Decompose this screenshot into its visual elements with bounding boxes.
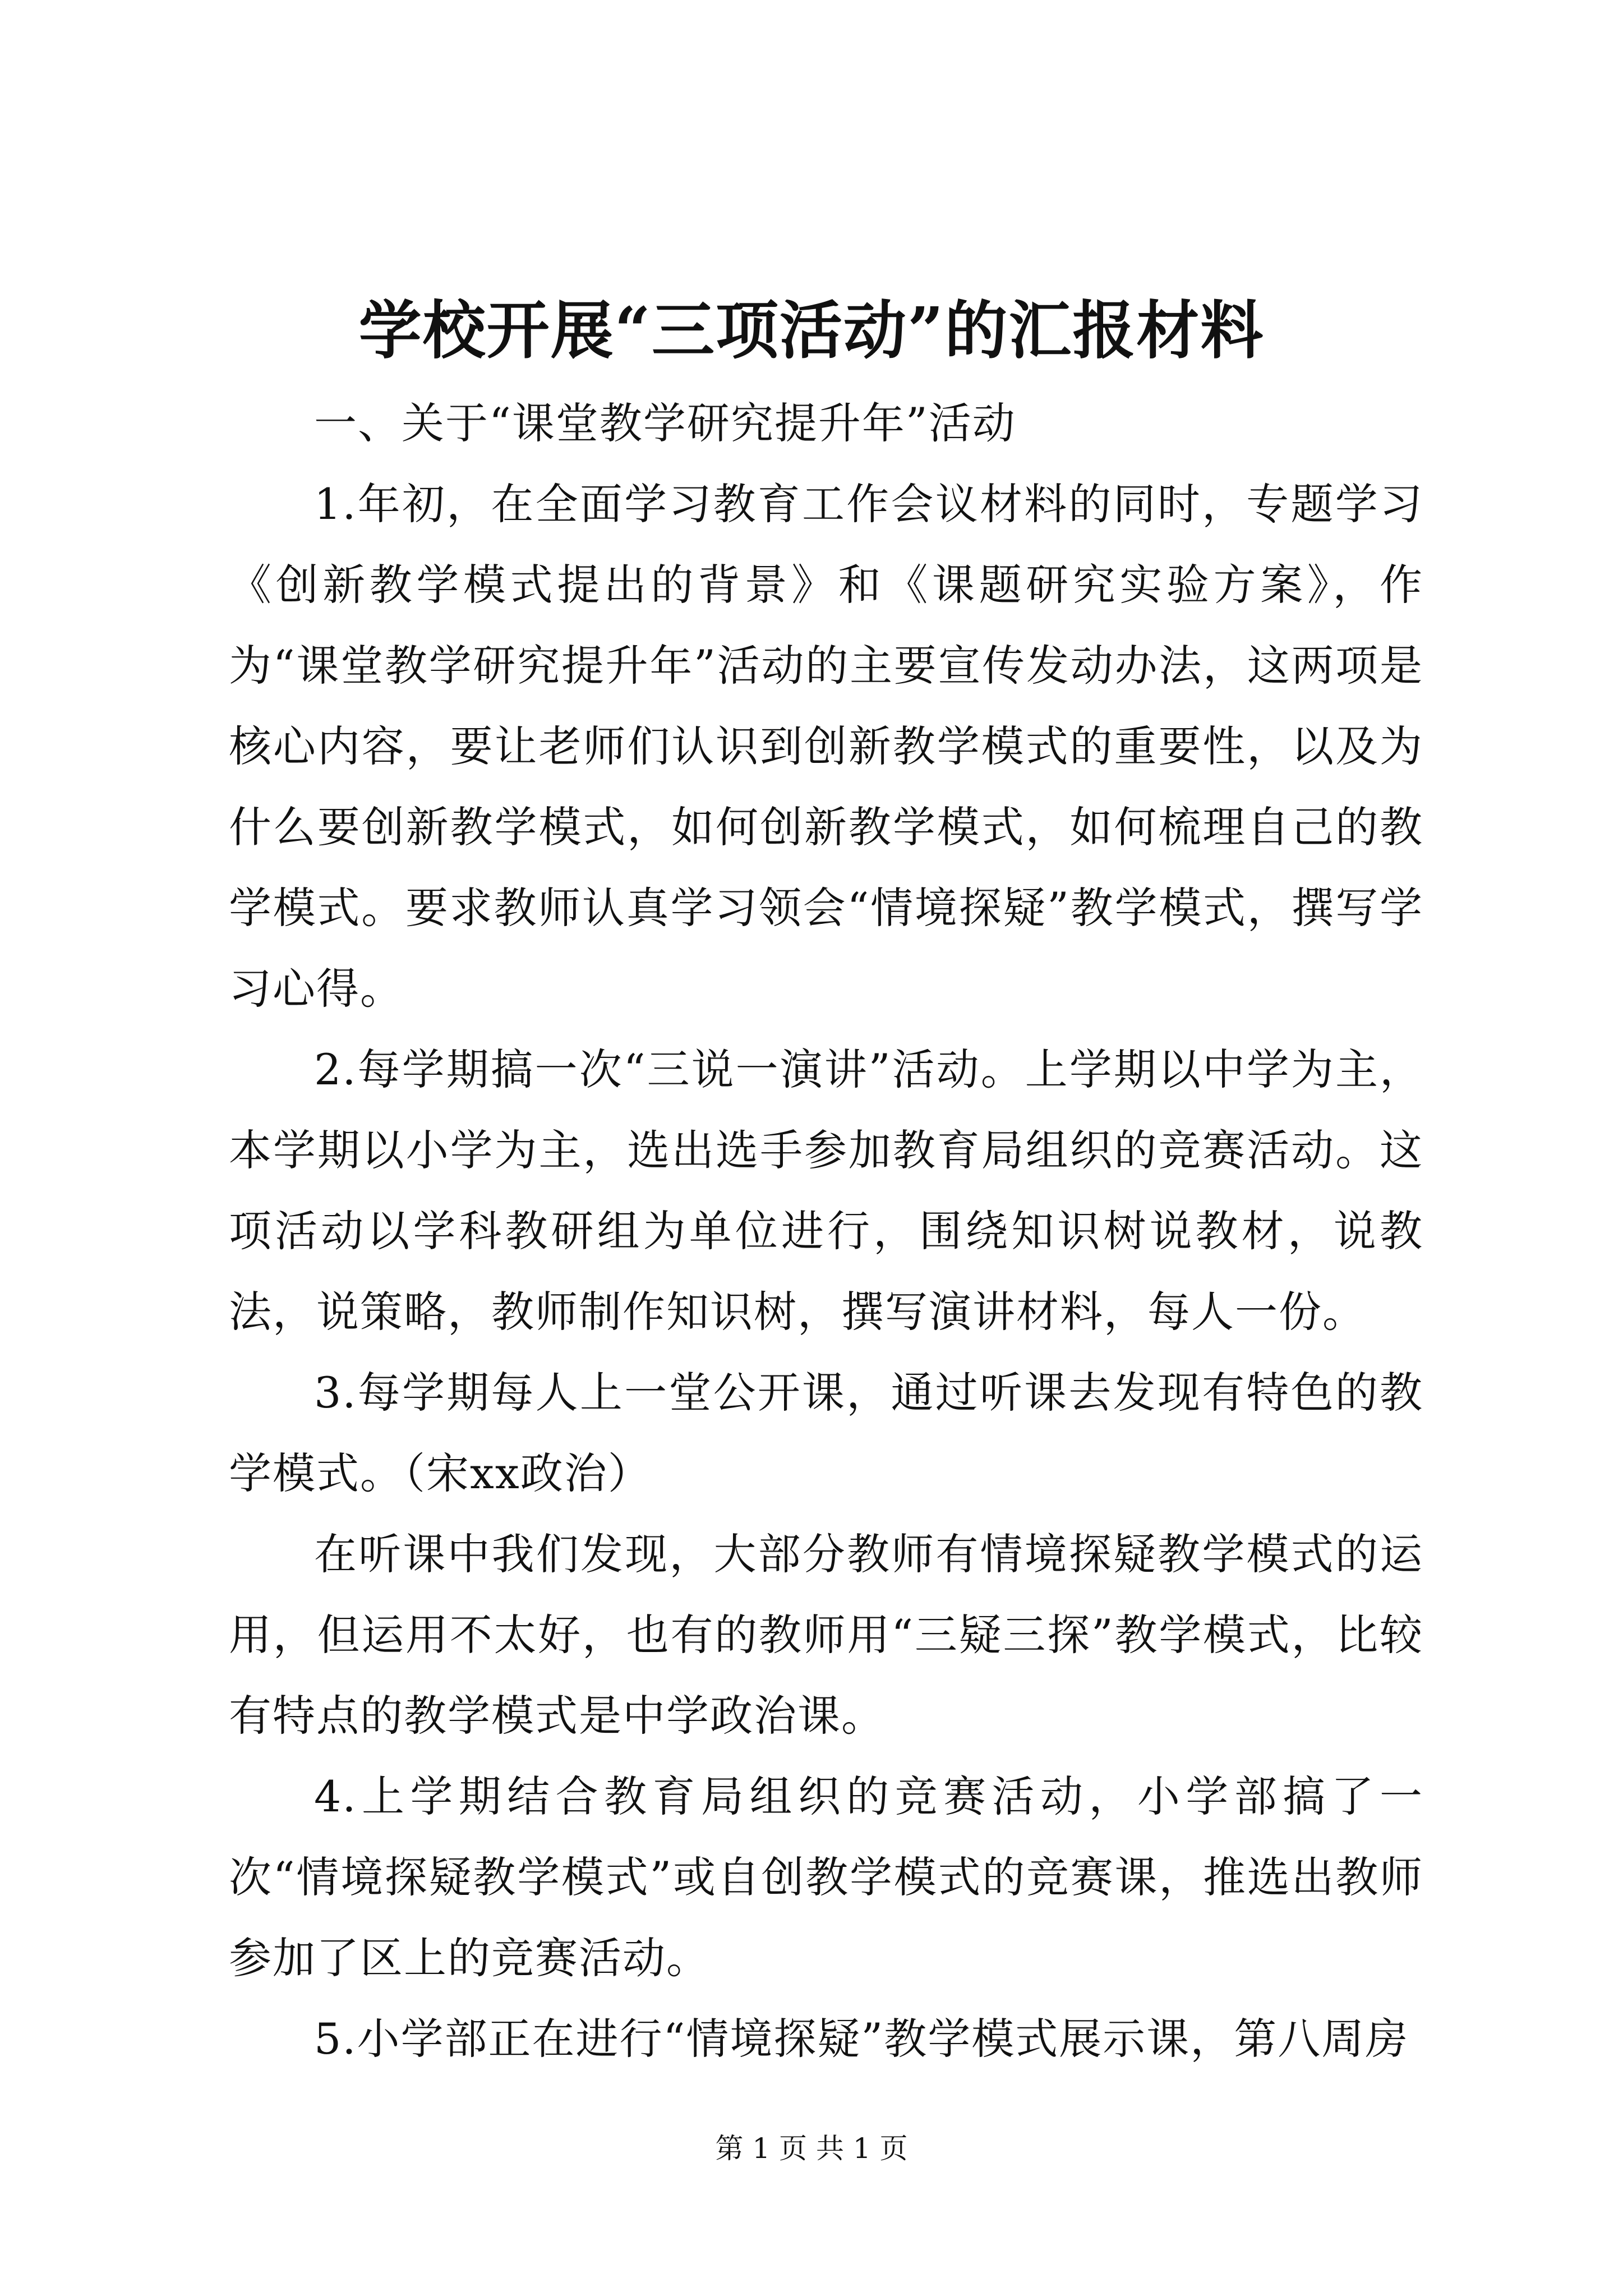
document-title: 学校开展“三项活动”的汇报材料 xyxy=(358,294,1265,367)
page-number-footer: 第 1 页 共 1 页 xyxy=(715,2132,908,2165)
paragraph: 在听课中我们发现，大部分教师有情境探疑教学模式的运用，但运用不太好，也有的教师用“三疑三探”教学模式，比较有特点的教学模式是中学政治课。 xyxy=(229,1529,1423,1741)
section-heading: 一、关于“课堂教学研究提升年”活动 xyxy=(314,398,1016,448)
paragraph: 4.上学期结合教育局组织的竞赛活动，小学部搞了一次“情境探疑教学模式”或自创教学模式的竞赛课，推选出教师参加了区上的竞赛活动。 xyxy=(229,1772,1423,1983)
paragraph: 3.每学期每人上一堂公开课，通过听课去发现有特色的教学模式。（宋xx政治） xyxy=(229,1368,1423,1498)
paragraph: 5.小学部正在进行“情境探疑”教学模式展示课，第八周房 xyxy=(314,2014,1409,2064)
paragraph: 2.每学期搞一次“三说一演讲”活动。上学期以中学为主，本学期以小学为主，选出选手参加教育局组织的竞赛活动。这项活动以学科教研组为单位进行，围绕知识树说教材，说教法，说策略，教师制作知识树，撰写演讲材料，每人一份。 xyxy=(229,1045,1423,1337)
document-body xyxy=(229,383,1423,2079)
paragraph: 1.年初，在全面学习教育工作会议材料的同时，专题学习《创新教学模式提出的背景》和《课题研究实验方案》，作为“课堂教学研究提升年”活动的主要宣传发动办法，这两项是核心内容，要让老师们认识到创新教学模式的重要性，以及为什么要创新教学模式，如何创新教学模式，如何梳理自己的教学模式。要求教师认真学习领会“情境探疑”教学模式，撰写学习心得。 xyxy=(229,479,1423,1014)
